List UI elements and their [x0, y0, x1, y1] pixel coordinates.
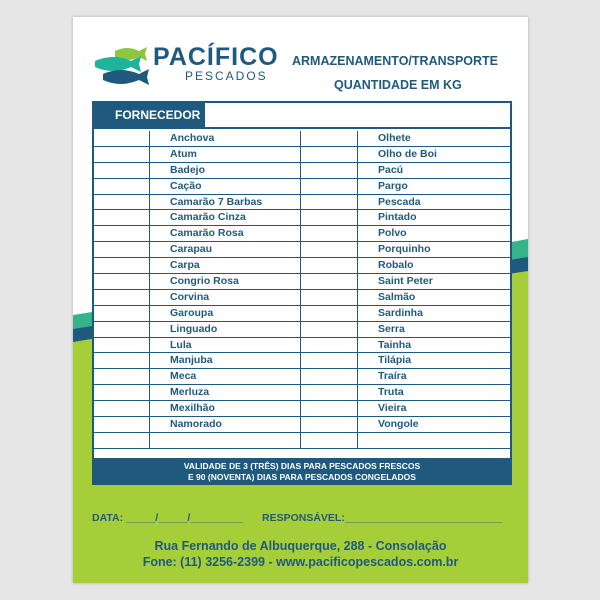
brand-tagline: PESCADOS — [185, 69, 268, 83]
fish-name-right: Truta — [378, 386, 404, 399]
fish-name-right: Pacú — [378, 163, 404, 176]
responsible-field[interactable]: RESPONSÁVEL:___________________________ — [262, 512, 503, 524]
fish-name-right: Pescada — [378, 195, 421, 208]
table-row — [94, 195, 510, 211]
qty-cell-right[interactable] — [301, 433, 358, 448]
fish-name-left: Anchova — [150, 131, 301, 146]
qty-cell-right[interactable] — [301, 163, 358, 178]
fish-table — [92, 101, 512, 485]
fish-name-right: Olho de Boi — [378, 147, 437, 160]
address: Rua Fernando de Albuquerque, 288 - Consolação — [154, 539, 447, 553]
contact-line: Fone: (11) 3256-2399 - www.pacificopescados.com.br — [142, 555, 459, 569]
table-row — [94, 274, 510, 290]
fish-name-left: Badejo — [150, 163, 301, 178]
fish-name-right: Saint Peter — [378, 275, 433, 288]
qty-cell-right[interactable] — [301, 322, 358, 337]
qty-cell-left[interactable] — [94, 401, 150, 416]
fish-name-right: Vongole — [378, 418, 419, 431]
qty-cell-right[interactable] — [301, 338, 358, 353]
qty-cell-right[interactable] — [301, 147, 358, 162]
fish-name-left: Corvina — [150, 290, 301, 305]
qty-cell-right[interactable] — [301, 385, 358, 400]
fish-name-right: Sardinha — [378, 306, 423, 319]
fish-name-right: Salmão — [378, 290, 416, 303]
qty-cell-right[interactable] — [301, 210, 358, 225]
qty-cell-right[interactable] — [301, 226, 358, 241]
fish-name-right: Olhete — [378, 132, 411, 144]
table-row — [94, 179, 510, 195]
fish-rows — [94, 131, 510, 449]
qty-cell-right[interactable] — [301, 417, 358, 432]
qty-cell-right[interactable] — [301, 258, 358, 273]
qty-cell-left[interactable] — [94, 306, 150, 321]
table-row — [94, 433, 510, 449]
validity-line-2: E 90 (NOVENTA) DIAS PARA PESCADOS CONGELADOS — [188, 471, 416, 482]
table-row — [94, 401, 510, 417]
fish-name-left: Garoupa — [150, 306, 301, 321]
table-row — [94, 131, 510, 147]
fish-name-right: Tilápia — [378, 354, 412, 367]
table-row — [94, 290, 510, 306]
fish-name-left: Atum — [150, 147, 301, 162]
table-row — [94, 147, 510, 163]
fish-name-left: Manjuba — [150, 353, 301, 368]
qty-cell-left[interactable] — [94, 195, 150, 210]
fish-name-left: Carpa — [150, 258, 301, 273]
table-row — [94, 385, 510, 401]
fish-name-left: Merluza — [150, 385, 301, 400]
qty-cell-right[interactable] — [301, 369, 358, 384]
fish-name-right: Pintado — [378, 211, 417, 224]
supplier-label: FORNECEDOR — [94, 103, 205, 127]
qty-cell-right[interactable] — [301, 274, 358, 289]
form-sheet — [73, 17, 528, 583]
qty-cell-left[interactable] — [94, 258, 150, 273]
fish-name-right: Polvo — [378, 227, 407, 240]
qty-cell-left[interactable] — [94, 433, 150, 448]
fish-name-left: Cação — [150, 179, 301, 194]
table-row — [94, 322, 510, 338]
qty-cell-left[interactable] — [94, 210, 150, 225]
fish-name-right — [358, 433, 510, 448]
qty-cell-right[interactable] — [301, 195, 358, 210]
qty-cell-left[interactable] — [94, 179, 150, 194]
brand-name: PACÍFICO — [153, 43, 279, 71]
date-field[interactable]: DATA: _____/_____/_________ — [92, 512, 243, 524]
fish-name-left — [150, 433, 301, 448]
fish-name-left: Mexilhão — [150, 401, 301, 416]
qty-cell-left[interactable] — [94, 385, 150, 400]
fish-name-right: Traíra — [378, 370, 407, 383]
qty-cell-right[interactable] — [301, 179, 358, 194]
qty-cell-right[interactable] — [301, 306, 358, 321]
qty-cell-left[interactable] — [94, 322, 150, 337]
qty-cell-right[interactable] — [301, 401, 358, 416]
fish-name-right: Vieira — [378, 402, 407, 415]
fish-name-left: Meca — [150, 369, 301, 384]
qty-cell-left[interactable] — [94, 242, 150, 257]
header-title: ARMAZENAMENTO/TRANSPORTE — [292, 54, 499, 68]
fish-name-left: Carapau — [150, 242, 301, 257]
table-row — [94, 226, 510, 242]
supplier-divider — [94, 127, 510, 129]
table-row — [94, 210, 510, 226]
table-row — [94, 417, 510, 433]
table-row — [94, 353, 510, 369]
qty-cell-right[interactable] — [301, 131, 358, 146]
qty-cell-left[interactable] — [94, 147, 150, 162]
fish-name-right: Pargo — [378, 179, 408, 192]
fish-name-right: Robalo — [378, 259, 414, 272]
qty-cell-left[interactable] — [94, 274, 150, 289]
fish-name-left: Congrio Rosa — [150, 274, 301, 289]
fish-name-left: Linguado — [150, 322, 301, 337]
fish-name-left: Lula — [150, 338, 301, 353]
table-row — [94, 163, 510, 179]
table-row — [94, 258, 510, 274]
fish-name-left: Camarão Cinza — [150, 210, 301, 225]
qty-cell-right[interactable] — [301, 242, 358, 257]
table-row — [94, 369, 510, 385]
table-row — [94, 242, 510, 258]
qty-cell-left[interactable] — [94, 163, 150, 178]
qty-cell-left[interactable] — [94, 417, 150, 432]
qty-cell-left[interactable] — [94, 131, 150, 146]
fish-name-left: Camarão 7 Barbas — [150, 195, 301, 210]
fish-name-right: Tainha — [378, 338, 412, 351]
qty-cell-left[interactable] — [94, 226, 150, 241]
header-subtitle: QUANTIDADE EM KG — [334, 78, 462, 92]
qty-cell-left[interactable] — [94, 290, 150, 305]
fish-name-right: Porquinho — [378, 243, 431, 256]
table-row — [94, 306, 510, 322]
fish-name-right: Serra — [378, 322, 405, 335]
qty-cell-right[interactable] — [301, 290, 358, 305]
qty-cell-left[interactable] — [94, 353, 150, 368]
qty-cell-left[interactable] — [94, 369, 150, 384]
fish-name-left: Camarão Rosa — [150, 226, 301, 241]
validity-line-1: VALIDADE DE 3 (TRÊS) DIAS PARA PESCADOS FRESCOS — [183, 461, 421, 471]
validity-banner — [92, 458, 512, 485]
qty-cell-left[interactable] — [94, 338, 150, 353]
table-row — [94, 338, 510, 354]
qty-cell-right[interactable] — [301, 353, 358, 368]
fish-name-left: Namorado — [150, 417, 301, 432]
